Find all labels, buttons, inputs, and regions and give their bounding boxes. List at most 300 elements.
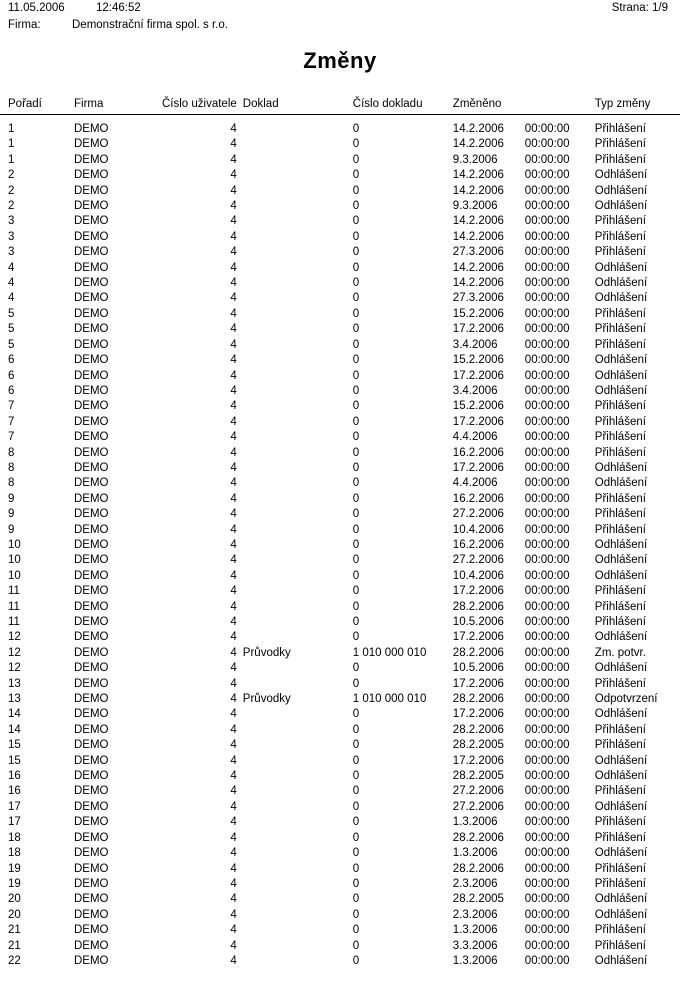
cell-firma: DEMO	[74, 924, 109, 937]
cell-zmeneno-cas: 00:00:00	[524, 261, 570, 274]
cell-zmeneno-datum: 28.2.2006	[452, 600, 504, 613]
cell-zmeneno-cas: 00:00:00	[524, 477, 570, 490]
cell-typ-zmeny: Odhlášení	[594, 893, 648, 906]
cell-firma: DEMO	[74, 200, 109, 213]
cell-cislo-dokladu: 0	[352, 816, 360, 829]
cell-zmeneno-datum: 17.2.2006	[452, 631, 504, 644]
table-row	[0, 954, 680, 969]
cell-zmeneno-datum: 1.3.2006	[452, 816, 498, 829]
cell-firma: DEMO	[74, 585, 109, 598]
cell-cislo-dokladu: 1 010 000 010	[352, 646, 427, 659]
cell-firma: DEMO	[74, 415, 109, 428]
cell-firma: DEMO	[74, 523, 109, 536]
cell-typ-zmeny: Přihlášení	[594, 138, 646, 151]
cell-doklad	[237, 492, 353, 507]
cell-firma: DEMO	[74, 354, 109, 367]
cell-zmeneno-cas: 00:00:00	[524, 230, 570, 243]
cell-typ-zmeny: Přihlášení	[594, 862, 646, 875]
cell-cislo-uzivatele: 4	[230, 261, 237, 274]
cell-firma: DEMO	[74, 277, 109, 290]
cell-firma: DEMO	[74, 492, 109, 505]
table-row	[0, 291, 680, 306]
cell-cislo-dokladu: 0	[352, 939, 360, 952]
cell-typ-zmeny: Odhlášení	[594, 569, 648, 582]
cell-cislo-dokladu: 0	[352, 246, 360, 259]
cell-typ-zmeny: Přihlášení	[594, 816, 646, 829]
cell-cislo-dokladu: 0	[352, 770, 360, 783]
cell-cislo-uzivatele: 4	[230, 415, 237, 428]
table-row	[0, 415, 680, 430]
cell-cislo-uzivatele: 4	[230, 677, 237, 690]
cell-poradi: 11	[8, 616, 20, 628]
cell-cislo-dokladu: 0	[352, 446, 360, 459]
cell-doklad	[237, 415, 353, 430]
cell-cislo-dokladu: 0	[352, 523, 360, 536]
cell-zmeneno-datum: 14.2.2006	[452, 215, 504, 228]
cell-cislo-dokladu: 0	[352, 138, 360, 151]
cell-doklad	[237, 769, 353, 784]
table-row	[0, 815, 680, 830]
cell-zmeneno-cas: 00:00:00	[524, 123, 570, 135]
cell-zmeneno-cas: 00:00:00	[524, 924, 570, 937]
cell-zmeneno-cas: 00:00:00	[524, 215, 570, 228]
cell-typ-zmeny: Přihlášení	[594, 616, 646, 628]
cell-zmeneno-datum: 28.2.2006	[452, 723, 504, 736]
cell-poradi: 17	[8, 816, 21, 829]
cell-zmeneno-datum: 28.2.2005	[452, 739, 504, 752]
cell-poradi: 2	[8, 184, 15, 197]
cell-typ-zmeny: Odhlášení	[594, 954, 648, 967]
cell-poradi: 12	[8, 631, 21, 644]
cell-zmeneno-datum: 27.2.2006	[452, 785, 504, 798]
cell-cislo-dokladu: 0	[352, 893, 360, 906]
table-row	[0, 630, 680, 645]
cell-typ-zmeny: Odhlášení	[594, 538, 648, 551]
cell-poradi: 10	[8, 554, 21, 567]
cell-doklad	[237, 353, 353, 368]
cell-firma: DEMO	[74, 508, 109, 521]
cell-zmeneno-cas: 00:00:00	[524, 554, 570, 567]
cell-cislo-dokladu: 0	[352, 677, 360, 690]
table-row	[0, 646, 680, 661]
cell-zmeneno-cas: 00:00:00	[524, 954, 570, 967]
table-row	[0, 199, 680, 214]
cell-firma: DEMO	[74, 338, 109, 351]
cell-firma: DEMO	[74, 723, 109, 736]
cell-cislo-dokladu: 0	[352, 831, 360, 844]
cell-zmeneno-datum: 1.3.2006	[452, 954, 498, 967]
cell-cislo-uzivatele: 4	[230, 739, 237, 752]
table-row	[0, 184, 680, 199]
cell-firma: DEMO	[74, 169, 109, 182]
column-header-cislo-uzivatele: Číslo uživatele	[162, 98, 237, 115]
cell-doklad	[237, 630, 353, 645]
cell-zmeneno-datum: 1.3.2006	[452, 847, 498, 860]
cell-firma: DEMO	[74, 138, 109, 151]
table-row	[0, 153, 680, 168]
cell-zmeneno-datum: 2.3.2006	[452, 877, 498, 890]
cell-firma: DEMO	[74, 631, 109, 644]
cell-zmeneno-cas: 00:00:00	[524, 708, 570, 721]
cell-doklad	[237, 338, 353, 353]
cell-firma: DEMO	[74, 877, 109, 890]
cell-zmeneno-datum: 14.2.2006	[452, 230, 504, 243]
table-row	[0, 584, 680, 599]
cell-zmeneno-datum: 10.4.2006	[452, 569, 504, 582]
cell-cislo-uzivatele: 4	[230, 877, 237, 890]
cell-poradi: 13	[8, 677, 21, 690]
cell-zmeneno-datum: 4.4.2006	[452, 431, 498, 444]
cell-zmeneno-datum: 14.2.2006	[452, 123, 504, 135]
cell-poradi: 9	[8, 523, 15, 536]
cell-zmeneno-cas: 00:00:00	[524, 138, 570, 151]
cell-cislo-uzivatele: 4	[230, 230, 237, 243]
company-label: Firma:	[8, 19, 41, 31]
cell-poradi: 3	[8, 246, 15, 259]
cell-typ-zmeny: Přihlášení	[594, 585, 646, 598]
cell-typ-zmeny: Odhlášení	[594, 292, 648, 305]
table-row	[0, 600, 680, 615]
table-header-row	[0, 98, 680, 115]
table-row	[0, 692, 680, 707]
changes-table	[0, 98, 680, 969]
cell-cislo-uzivatele: 4	[230, 123, 237, 135]
cell-cislo-uzivatele: 4	[230, 384, 237, 397]
cell-doklad	[237, 723, 353, 738]
cell-cislo-dokladu: 0	[352, 538, 360, 551]
cell-cislo-dokladu: 0	[352, 708, 360, 721]
cell-typ-zmeny: Odhlášení	[594, 847, 648, 860]
cell-zmeneno-cas: 00:00:00	[524, 323, 570, 336]
cell-firma: DEMO	[74, 477, 109, 490]
cell-zmeneno-datum: 17.2.2006	[452, 708, 504, 721]
cell-zmeneno-cas: 00:00:00	[524, 785, 570, 798]
cell-cislo-dokladu: 0	[352, 585, 360, 598]
cell-poradi: 8	[8, 477, 15, 490]
table-row	[0, 307, 680, 322]
cell-zmeneno-cas: 00:00:00	[524, 662, 570, 675]
cell-cislo-dokladu: 0	[352, 369, 360, 382]
cell-poradi: 21	[8, 924, 21, 937]
cell-zmeneno-datum: 14.2.2006	[452, 184, 504, 197]
cell-zmeneno-cas: 00:00:00	[524, 816, 570, 829]
cell-zmeneno-datum: 28.2.2006	[452, 693, 504, 706]
cell-cislo-uzivatele: 4	[230, 169, 237, 182]
company-name: Demonstrační firma spol. s r.o.	[72, 19, 228, 31]
cell-zmeneno-datum: 17.2.2006	[452, 461, 504, 474]
cell-firma: DEMO	[74, 677, 109, 690]
cell-zmeneno-datum: 15.2.2006	[452, 400, 504, 413]
cell-firma: DEMO	[74, 847, 109, 860]
cell-zmeneno-datum: 10.4.2006	[452, 523, 504, 536]
column-header-typ-zmeny: Typ změny	[595, 98, 680, 115]
cell-firma: DEMO	[74, 908, 109, 921]
table-row	[0, 677, 680, 692]
cell-firma: DEMO	[74, 292, 109, 305]
cell-firma: DEMO	[74, 307, 109, 320]
table-row	[0, 661, 680, 676]
cell-cislo-dokladu: 0	[352, 600, 360, 613]
cell-zmeneno-cas: 00:00:00	[524, 847, 570, 860]
cell-zmeneno-cas: 00:00:00	[524, 415, 570, 428]
cell-typ-zmeny: Přihlášení	[594, 431, 646, 444]
cell-cislo-uzivatele: 4	[230, 307, 237, 320]
cell-doklad	[237, 168, 353, 183]
table-row	[0, 168, 680, 183]
table-row	[0, 214, 680, 229]
cell-zmeneno-cas: 00:00:00	[524, 908, 570, 921]
cell-typ-zmeny: Odhlášení	[594, 477, 648, 490]
cell-zmeneno-datum: 14.2.2006	[452, 277, 504, 290]
cell-cislo-dokladu: 0	[352, 354, 360, 367]
cell-zmeneno-datum: 28.2.2006	[452, 831, 504, 844]
cell-zmeneno-datum: 10.5.2006	[452, 616, 504, 628]
cell-poradi: 11	[8, 585, 20, 598]
cell-poradi: 15	[8, 754, 21, 767]
table-row	[0, 261, 680, 276]
table-row	[0, 754, 680, 769]
cell-cislo-dokladu: 0	[352, 415, 360, 428]
table-row	[0, 137, 680, 152]
table-row	[0, 553, 680, 568]
cell-zmeneno-datum: 3.4.2006	[452, 338, 498, 351]
cell-typ-zmeny: Přihlášení	[594, 739, 646, 752]
cell-cislo-uzivatele: 4	[230, 893, 237, 906]
cell-cislo-uzivatele: 4	[230, 477, 237, 490]
cell-cislo-uzivatele: 4	[230, 800, 237, 813]
cell-cislo-dokladu: 0	[352, 847, 360, 860]
cell-cislo-uzivatele: 4	[230, 138, 237, 151]
table-row	[0, 523, 680, 538]
cell-zmeneno-cas: 00:00:00	[524, 492, 570, 505]
cell-cislo-uzivatele: 4	[230, 431, 237, 444]
cell-cislo-dokladu: 0	[352, 616, 360, 628]
cell-doklad	[237, 600, 353, 615]
cell-cislo-uzivatele: 4	[230, 924, 237, 937]
table-row	[0, 507, 680, 522]
cell-zmeneno-cas: 00:00:00	[524, 338, 570, 351]
table-row	[0, 538, 680, 553]
cell-cislo-uzivatele: 4	[230, 662, 237, 675]
cell-cislo-uzivatele: 4	[230, 693, 237, 706]
cell-cislo-dokladu: 0	[352, 307, 360, 320]
cell-typ-zmeny: Přihlášení	[594, 323, 646, 336]
cell-typ-zmeny: Přihlášení	[594, 123, 646, 135]
cell-firma: DEMO	[74, 646, 109, 659]
cell-cislo-dokladu: 0	[352, 739, 360, 752]
cell-cislo-uzivatele: 4	[230, 338, 237, 351]
cell-cislo-uzivatele: 4	[230, 631, 237, 644]
cell-firma: DEMO	[74, 246, 109, 259]
cell-firma: DEMO	[74, 554, 109, 567]
cell-doklad	[237, 939, 353, 954]
cell-poradi: 10	[8, 538, 21, 551]
cell-firma: DEMO	[74, 230, 109, 243]
table-row	[0, 245, 680, 260]
cell-cislo-uzivatele: 4	[230, 200, 237, 213]
cell-cislo-uzivatele: 4	[230, 754, 237, 767]
cell-zmeneno-datum: 1.3.2006	[452, 924, 498, 937]
cell-doklad	[237, 307, 353, 322]
cell-doklad	[237, 908, 353, 923]
cell-typ-zmeny: Odhlášení	[594, 908, 648, 921]
cell-cislo-dokladu: 0	[352, 492, 360, 505]
column-header-poradi: Pořadí	[0, 98, 74, 115]
table-row	[0, 723, 680, 738]
cell-doklad	[237, 661, 353, 676]
cell-doklad	[237, 369, 353, 384]
cell-doklad	[237, 430, 353, 445]
cell-doklad	[237, 115, 353, 138]
table-row	[0, 369, 680, 384]
cell-zmeneno-datum: 17.2.2006	[452, 369, 504, 382]
table-row	[0, 322, 680, 337]
cell-cislo-uzivatele: 4	[230, 215, 237, 228]
cell-doklad	[237, 199, 353, 214]
cell-typ-zmeny: Přihlášení	[594, 785, 646, 798]
table-row	[0, 784, 680, 799]
cell-cislo-dokladu: 0	[352, 877, 360, 890]
cell-typ-zmeny: Přihlášení	[594, 215, 646, 228]
cell-cislo-uzivatele: 4	[230, 723, 237, 736]
cell-zmeneno-datum: 14.2.2006	[452, 138, 504, 151]
cell-firma: DEMO	[74, 123, 109, 135]
cell-zmeneno-datum: 27.2.2006	[452, 554, 504, 567]
cell-firma: DEMO	[74, 446, 109, 459]
cell-poradi: 1	[8, 123, 15, 135]
cell-typ-zmeny: Zm. potvr.	[594, 646, 646, 659]
cell-doklad	[237, 923, 353, 938]
cell-firma: DEMO	[74, 369, 109, 382]
cell-cislo-uzivatele: 4	[230, 616, 237, 628]
cell-firma: DEMO	[74, 461, 109, 474]
cell-doklad	[237, 538, 353, 553]
cell-doklad	[237, 754, 353, 769]
cell-zmeneno-datum: 27.2.2006	[452, 800, 504, 813]
cell-typ-zmeny: Přihlášení	[594, 153, 646, 166]
cell-doklad	[237, 476, 353, 491]
cell-zmeneno-datum: 17.2.2006	[452, 415, 504, 428]
cell-typ-zmeny: Přihlášení	[594, 723, 646, 736]
cell-cislo-uzivatele: 4	[230, 400, 237, 413]
cell-firma: DEMO	[74, 893, 109, 906]
cell-firma: DEMO	[74, 816, 109, 829]
page-title: Změny	[303, 48, 377, 73]
cell-poradi: 3	[8, 215, 15, 228]
cell-typ-zmeny: Odhlášení	[594, 184, 648, 197]
cell-typ-zmeny: Odhlášení	[594, 754, 648, 767]
cell-poradi: 2	[8, 200, 15, 213]
cell-poradi: 14	[8, 708, 21, 721]
cell-zmeneno-cas: 00:00:00	[524, 292, 570, 305]
cell-poradi: 6	[8, 384, 15, 397]
cell-firma: DEMO	[74, 431, 109, 444]
cell-doklad	[237, 461, 353, 476]
cell-doklad	[237, 954, 353, 969]
cell-typ-zmeny: Přihlášení	[594, 508, 646, 521]
cell-poradi: 18	[8, 831, 21, 844]
cell-poradi: 18	[8, 847, 21, 860]
cell-poradi: 1	[8, 153, 15, 166]
cell-firma: DEMO	[74, 153, 109, 166]
cell-zmeneno-cas: 00:00:00	[524, 153, 570, 166]
cell-zmeneno-cas: 00:00:00	[524, 693, 570, 706]
table-row	[0, 908, 680, 923]
cell-typ-zmeny: Přihlášení	[594, 523, 646, 536]
cell-typ-zmeny: Přihlášení	[594, 446, 646, 459]
table-row	[0, 846, 680, 861]
cell-doklad	[237, 523, 353, 538]
cell-typ-zmeny: Přihlášení	[594, 400, 646, 413]
cell-cislo-dokladu: 0	[352, 431, 360, 444]
cell-cislo-dokladu: 0	[352, 123, 360, 135]
cell-zmeneno-datum: 14.2.2006	[452, 261, 504, 274]
cell-firma: DEMO	[74, 770, 109, 783]
table-row	[0, 800, 680, 815]
cell-poradi: 8	[8, 461, 15, 474]
cell-poradi: 2	[8, 169, 15, 182]
cell-cislo-dokladu: 0	[352, 862, 360, 875]
cell-cislo-uzivatele: 4	[230, 600, 237, 613]
cell-zmeneno-cas: 00:00:00	[524, 384, 570, 397]
cell-typ-zmeny: Přihlášení	[594, 307, 646, 320]
cell-zmeneno-datum: 17.2.2006	[452, 754, 504, 767]
table-row	[0, 892, 680, 907]
table-row	[0, 831, 680, 846]
cell-zmeneno-datum: 9.3.2006	[452, 200, 498, 213]
cell-zmeneno-cas: 00:00:00	[524, 246, 570, 259]
cell-zmeneno-cas: 00:00:00	[524, 939, 570, 952]
cell-cislo-uzivatele: 4	[230, 369, 237, 382]
cell-firma: DEMO	[74, 616, 109, 628]
cell-poradi: 19	[8, 862, 21, 875]
cell-typ-zmeny: Přihlášení	[594, 877, 646, 890]
table-row	[0, 446, 680, 461]
cell-doklad	[237, 831, 353, 846]
cell-poradi: 12	[8, 662, 21, 675]
cell-firma: DEMO	[74, 323, 109, 336]
cell-cislo-uzivatele: 4	[230, 153, 237, 166]
column-header-doklad: Doklad	[237, 98, 353, 115]
cell-cislo-uzivatele: 4	[230, 770, 237, 783]
cell-doklad	[237, 261, 353, 276]
cell-firma: DEMO	[74, 800, 109, 813]
cell-poradi: 9	[8, 508, 15, 521]
cell-firma: DEMO	[74, 662, 109, 675]
cell-doklad	[237, 877, 353, 892]
cell-zmeneno-cas: 00:00:00	[524, 862, 570, 875]
cell-poradi: 4	[8, 277, 15, 290]
cell-zmeneno-cas: 00:00:00	[524, 508, 570, 521]
cell-zmeneno-datum: 4.4.2006	[452, 477, 498, 490]
cell-poradi: 16	[8, 770, 21, 783]
cell-typ-zmeny: Odhlášení	[594, 369, 648, 382]
cell-poradi: 7	[8, 431, 15, 444]
report-time: 12:46:52	[96, 2, 141, 14]
cell-firma: DEMO	[74, 831, 109, 844]
cell-poradi: 6	[8, 369, 15, 382]
cell-poradi: 15	[8, 739, 21, 752]
cell-zmeneno-datum: 15.2.2006	[452, 307, 504, 320]
table-row	[0, 276, 680, 291]
table-row	[0, 923, 680, 938]
cell-cislo-dokladu: 0	[352, 508, 360, 521]
table-row	[0, 738, 680, 753]
cell-cislo-uzivatele: 4	[230, 246, 237, 259]
cell-zmeneno-datum: 16.2.2006	[452, 492, 504, 505]
cell-firma: DEMO	[74, 862, 109, 875]
cell-zmeneno-cas: 00:00:00	[524, 538, 570, 551]
